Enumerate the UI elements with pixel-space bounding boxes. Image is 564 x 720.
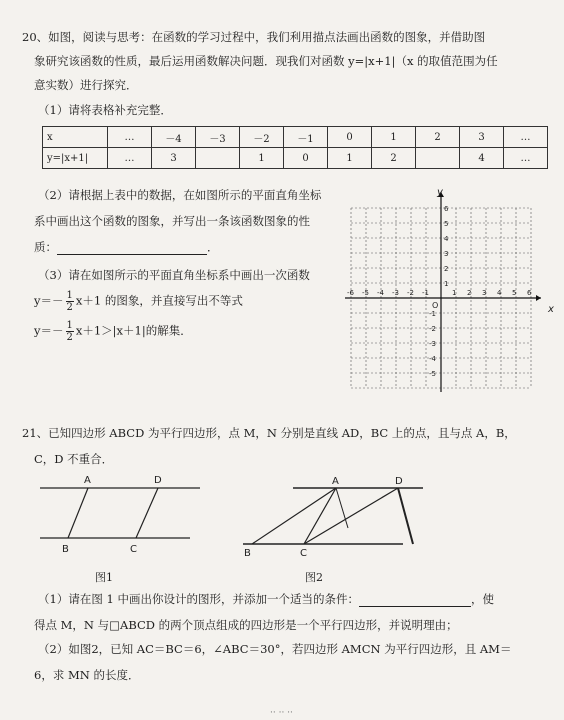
frac-den: 2 bbox=[66, 332, 73, 343]
fig2-label-b: B bbox=[244, 548, 251, 559]
q20-part2-suffix: ． bbox=[207, 240, 219, 254]
table-cell: 2 bbox=[416, 127, 460, 148]
tick-labels bbox=[347, 205, 532, 378]
table-cell-blank[interactable] bbox=[416, 148, 460, 169]
q20-part2-line2: 系中画出这个函数的图象，并写出一条该函数图象的性 bbox=[34, 214, 310, 228]
q21-part2-line1: （2）如图2，已知 AC＝BC＝6，∠ABC＝30°，若四边形 AMCN 为平行四边形，且 AM＝ bbox=[38, 642, 512, 656]
page-footer: ·· ·· ·· bbox=[270, 708, 293, 718]
figure-1-caption: 图1 bbox=[95, 571, 113, 584]
q20-intro-text1: 如图，阅读与思考：在函数的学习过程中，我们利用描点法画出函数的图象，并借助图 bbox=[48, 30, 486, 44]
segment-cd bbox=[304, 488, 398, 544]
y-tick-label: 3 bbox=[444, 250, 449, 258]
y-tick-label: -5 bbox=[429, 370, 436, 378]
table-cell: … bbox=[504, 148, 548, 169]
table-cell: 0 bbox=[284, 148, 328, 169]
y-tick-label: 5 bbox=[444, 220, 449, 228]
figure-2 bbox=[238, 470, 438, 560]
y-tick-label: -3 bbox=[429, 340, 436, 348]
table-cell: … bbox=[504, 127, 548, 148]
q20-part2-line3 bbox=[34, 240, 219, 255]
y-axis-label: y bbox=[437, 187, 443, 198]
origin-label: O bbox=[432, 301, 439, 310]
coordinate-grid[interactable] bbox=[344, 186, 558, 404]
table-cell: … bbox=[108, 127, 152, 148]
figure-2-caption: 图2 bbox=[305, 571, 323, 584]
frac-num: 1 bbox=[66, 290, 73, 301]
q20-part3-ineq-post: x＋1＞|x＋1|的解集． bbox=[75, 323, 192, 338]
side-dc bbox=[398, 488, 413, 544]
table-cell: －1 bbox=[284, 127, 328, 148]
table-row-x bbox=[43, 127, 548, 148]
value-table bbox=[42, 126, 548, 169]
fraction-one-half bbox=[66, 320, 74, 343]
q20-part1: （1）请将表格补充完整． bbox=[38, 103, 172, 117]
x-axis-arrow-icon bbox=[536, 295, 541, 301]
q20-part3-eq-pre: y＝－ bbox=[34, 293, 64, 308]
q20-number: 20、 bbox=[22, 30, 49, 44]
q21-part2-line2: 6，求 MN 的长度． bbox=[34, 668, 140, 682]
q20-part3-ineq-pre: y＝－ bbox=[34, 323, 64, 338]
x-tick-label: 3 bbox=[482, 289, 487, 297]
x-tick-label: -5 bbox=[362, 289, 369, 297]
q20-intro-line3: 意实数）进行探究． bbox=[34, 78, 138, 92]
q21-intro-text1: 已知四边形 ABCD 为平行四边形，点 M，N 分别是直线 AD，BC 上的点，且与点 A，B， bbox=[48, 426, 516, 440]
side-ab bbox=[252, 488, 336, 544]
q21-part1-line1 bbox=[38, 592, 494, 607]
table-cell: y=|x+1| bbox=[43, 148, 108, 169]
table-cell: 3 bbox=[460, 127, 504, 148]
q21-part1-line2: 得点 M，N 与□ABCD 的两个顶点组成的四边形是一个平行四边形，并说明理由； bbox=[34, 618, 458, 632]
q20-part3-line2 bbox=[34, 290, 243, 313]
y-tick-label: 2 bbox=[444, 265, 449, 273]
q20-part2-line1: （2）请根据上表中的数据，在如图所示的平面直角坐标 bbox=[38, 188, 322, 202]
table-cell: x bbox=[43, 127, 108, 148]
x-tick-label: -1 bbox=[422, 289, 429, 297]
x-tick-label: -4 bbox=[377, 289, 384, 297]
table-cell: －3 bbox=[196, 127, 240, 148]
table-row-y bbox=[43, 148, 548, 169]
answer-blank-condition[interactable] bbox=[359, 592, 471, 607]
q21-part1-suffix: ，使 bbox=[470, 592, 494, 606]
q21-number: 21、 bbox=[22, 426, 49, 440]
table-cell-blank[interactable] bbox=[196, 148, 240, 169]
fig1-label-c: C bbox=[130, 544, 137, 555]
table-cell: 4 bbox=[460, 148, 504, 169]
x-tick-label: -3 bbox=[392, 289, 399, 297]
table-cell: －4 bbox=[152, 127, 196, 148]
segment-ac bbox=[304, 488, 336, 544]
x-tick-label: -2 bbox=[407, 289, 414, 297]
table-cell: 1 bbox=[328, 148, 372, 169]
y-tick-label: -2 bbox=[429, 325, 436, 333]
q20-intro-line1 bbox=[22, 30, 485, 44]
q20-part3-eq-post: x＋1 的图象，并直接写出不等式 bbox=[75, 293, 243, 308]
q21-intro-line2: C，D 不重合． bbox=[34, 452, 114, 466]
q20-intro-line2: 象研究该函数的性质，最后运用函数解决问题．现我们对函数 y=|x+1|（x 的取值范围为任 bbox=[34, 54, 498, 68]
fig2-label-a: A bbox=[332, 476, 339, 487]
x-tick-label: 2 bbox=[467, 289, 472, 297]
table-cell: 0 bbox=[328, 127, 372, 148]
q20-part2-prefix: 质： bbox=[34, 240, 57, 254]
x-tick-label: -6 bbox=[347, 289, 354, 297]
table-cell: … bbox=[108, 148, 152, 169]
fig2-label-d: D bbox=[395, 476, 403, 487]
side-ab bbox=[68, 488, 88, 538]
q20-part3-line3 bbox=[34, 320, 192, 343]
table-cell: 2 bbox=[372, 148, 416, 169]
x-axis-label: x bbox=[548, 304, 554, 315]
x-tick-label: 1 bbox=[452, 289, 457, 297]
fig1-label-a: A bbox=[84, 475, 91, 486]
fig1-label-b: B bbox=[62, 544, 69, 555]
q20-part3-line1: （3）请在如图所示的平面直角坐标系中画出一次函数 bbox=[38, 268, 310, 282]
x-tick-label: 4 bbox=[497, 289, 502, 297]
fig2-label-c: C bbox=[300, 548, 307, 559]
fraction-one-half bbox=[66, 290, 74, 313]
y-tick-label: 6 bbox=[444, 205, 449, 213]
table-cell: 1 bbox=[372, 127, 416, 148]
table-cell: 1 bbox=[240, 148, 284, 169]
y-tick-label: -4 bbox=[429, 355, 436, 363]
y-tick-label: -1 bbox=[429, 310, 436, 318]
frac-den: 2 bbox=[66, 302, 73, 313]
y-tick-label: 4 bbox=[444, 235, 449, 243]
y-tick-label: 1 bbox=[444, 280, 449, 288]
frac-num: 1 bbox=[66, 320, 73, 331]
answer-blank-property[interactable] bbox=[57, 240, 207, 255]
x-tick-label: 6 bbox=[527, 289, 532, 297]
table-cell: 3 bbox=[152, 148, 196, 169]
side-dc bbox=[136, 488, 158, 538]
q21-part1-prefix: （1）请在图 1 中画出你设计的图形，并添加一个适当的条件： bbox=[38, 592, 359, 606]
x-tick-label: 5 bbox=[512, 289, 517, 297]
q21-intro-line1 bbox=[22, 426, 516, 440]
fig1-label-d: D bbox=[154, 475, 162, 486]
figure-1 bbox=[30, 470, 210, 560]
table-cell: －2 bbox=[240, 127, 284, 148]
